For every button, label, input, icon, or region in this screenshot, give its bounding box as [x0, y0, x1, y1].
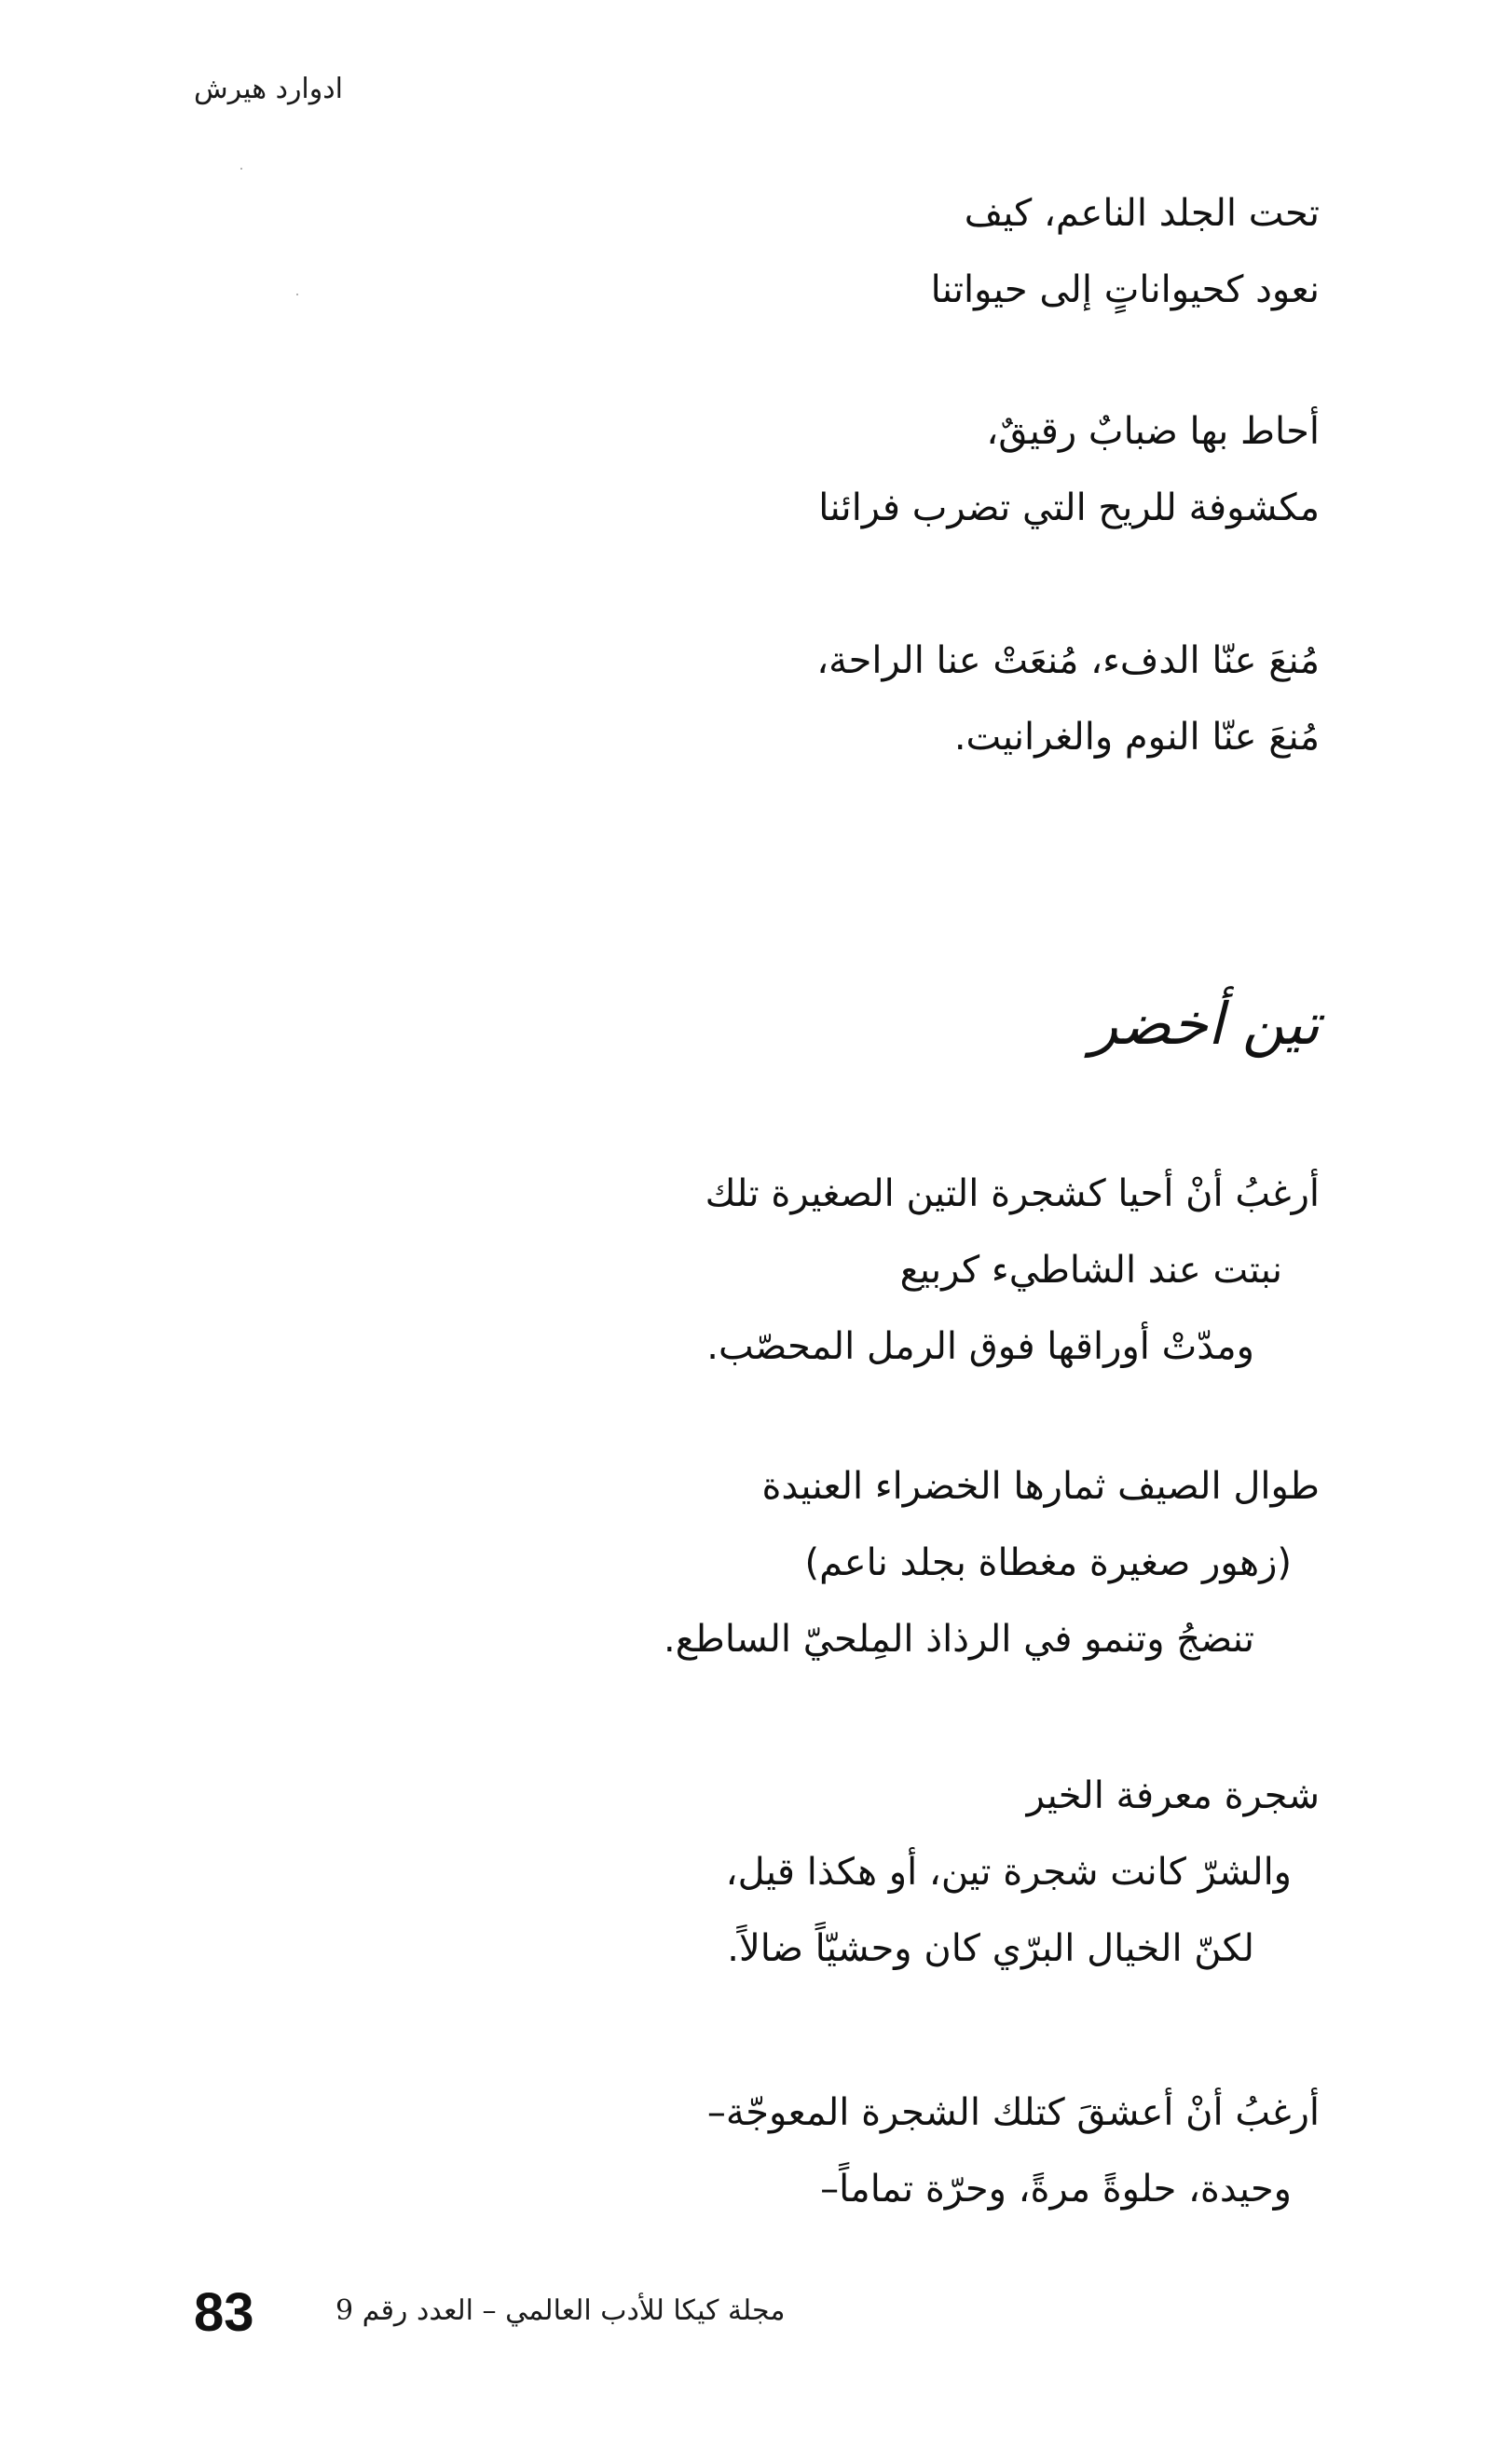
poem1-stanza-3: [816, 623, 1320, 775]
poem-line: وحيدة، حلوةً مرةً، وحرّة تماماً–: [820, 2168, 1292, 2211]
poem2-stanza-3: [726, 1758, 1320, 1987]
poem-line: والشرّ كانت شجرة تين، أو هكذا قيل،: [725, 1851, 1292, 1894]
running-header-author: ادوارد هيرش: [194, 73, 343, 105]
poem2-stanza-4: [707, 2074, 1320, 2227]
poem-line: أرغبُ أنْ أحيا كشجرة التين الصغيرة تلك: [705, 1172, 1320, 1215]
poem-line: (زهور صغيرة مغطاة بجلد ناعم): [804, 1541, 1292, 1584]
poem1-stanza-1: [931, 175, 1320, 328]
poem-line: مُنعَ عنّا الدفء، مُنعَتْ عنا الراحة،: [816, 639, 1320, 682]
poem-line: شجرة معرفة الخير: [1026, 1774, 1320, 1817]
poem-line: مكشوفة للريح التي تضرب فرائنا: [818, 486, 1320, 529]
poem1-stanza-2: [818, 393, 1320, 546]
poem-line: أرغبُ أنْ أعشقَ كتلك الشجرة المعوجّة–: [706, 2091, 1320, 2134]
footer-journal-name: مجلة كيكا للأدب العالمي – العدد رقم 9: [335, 2294, 786, 2327]
poem-line: نعود كحيواناتٍ إلى حيواتنا: [930, 268, 1320, 311]
poem-line: تنضجُ وتنمو في الرذاذ المِلحيّ الساطع.: [663, 1618, 1254, 1661]
poem-line: طوال الصيف ثمارها الخضراء العنيدة: [761, 1465, 1320, 1508]
poem2-stanza-2: [664, 1448, 1320, 1677]
poem-line: أحاط بها ضبابٌ رقيقٌ،: [986, 410, 1320, 453]
poem-line: ومدّتْ أوراقها فوق الرمل المحصّب.: [706, 1325, 1254, 1368]
poem-line: نبتت عند الشاطيء كربيع: [899, 1249, 1282, 1292]
poem-line: تحت الجلد الناعم، كيف: [964, 192, 1320, 235]
scan-speck: [296, 294, 298, 295]
scan-speck: [240, 168, 242, 170]
poem2-stanza-1: [705, 1156, 1320, 1385]
poem-line: لكنّ الخيال البرّي كان وحشيّاً ضالاً.: [727, 1927, 1254, 1970]
poem-title: تين أخضر: [1089, 990, 1320, 1058]
poem-line: مُنعَ عنّا النوم والغرانيت.: [953, 716, 1320, 759]
page-number: 83: [194, 2282, 254, 2343]
